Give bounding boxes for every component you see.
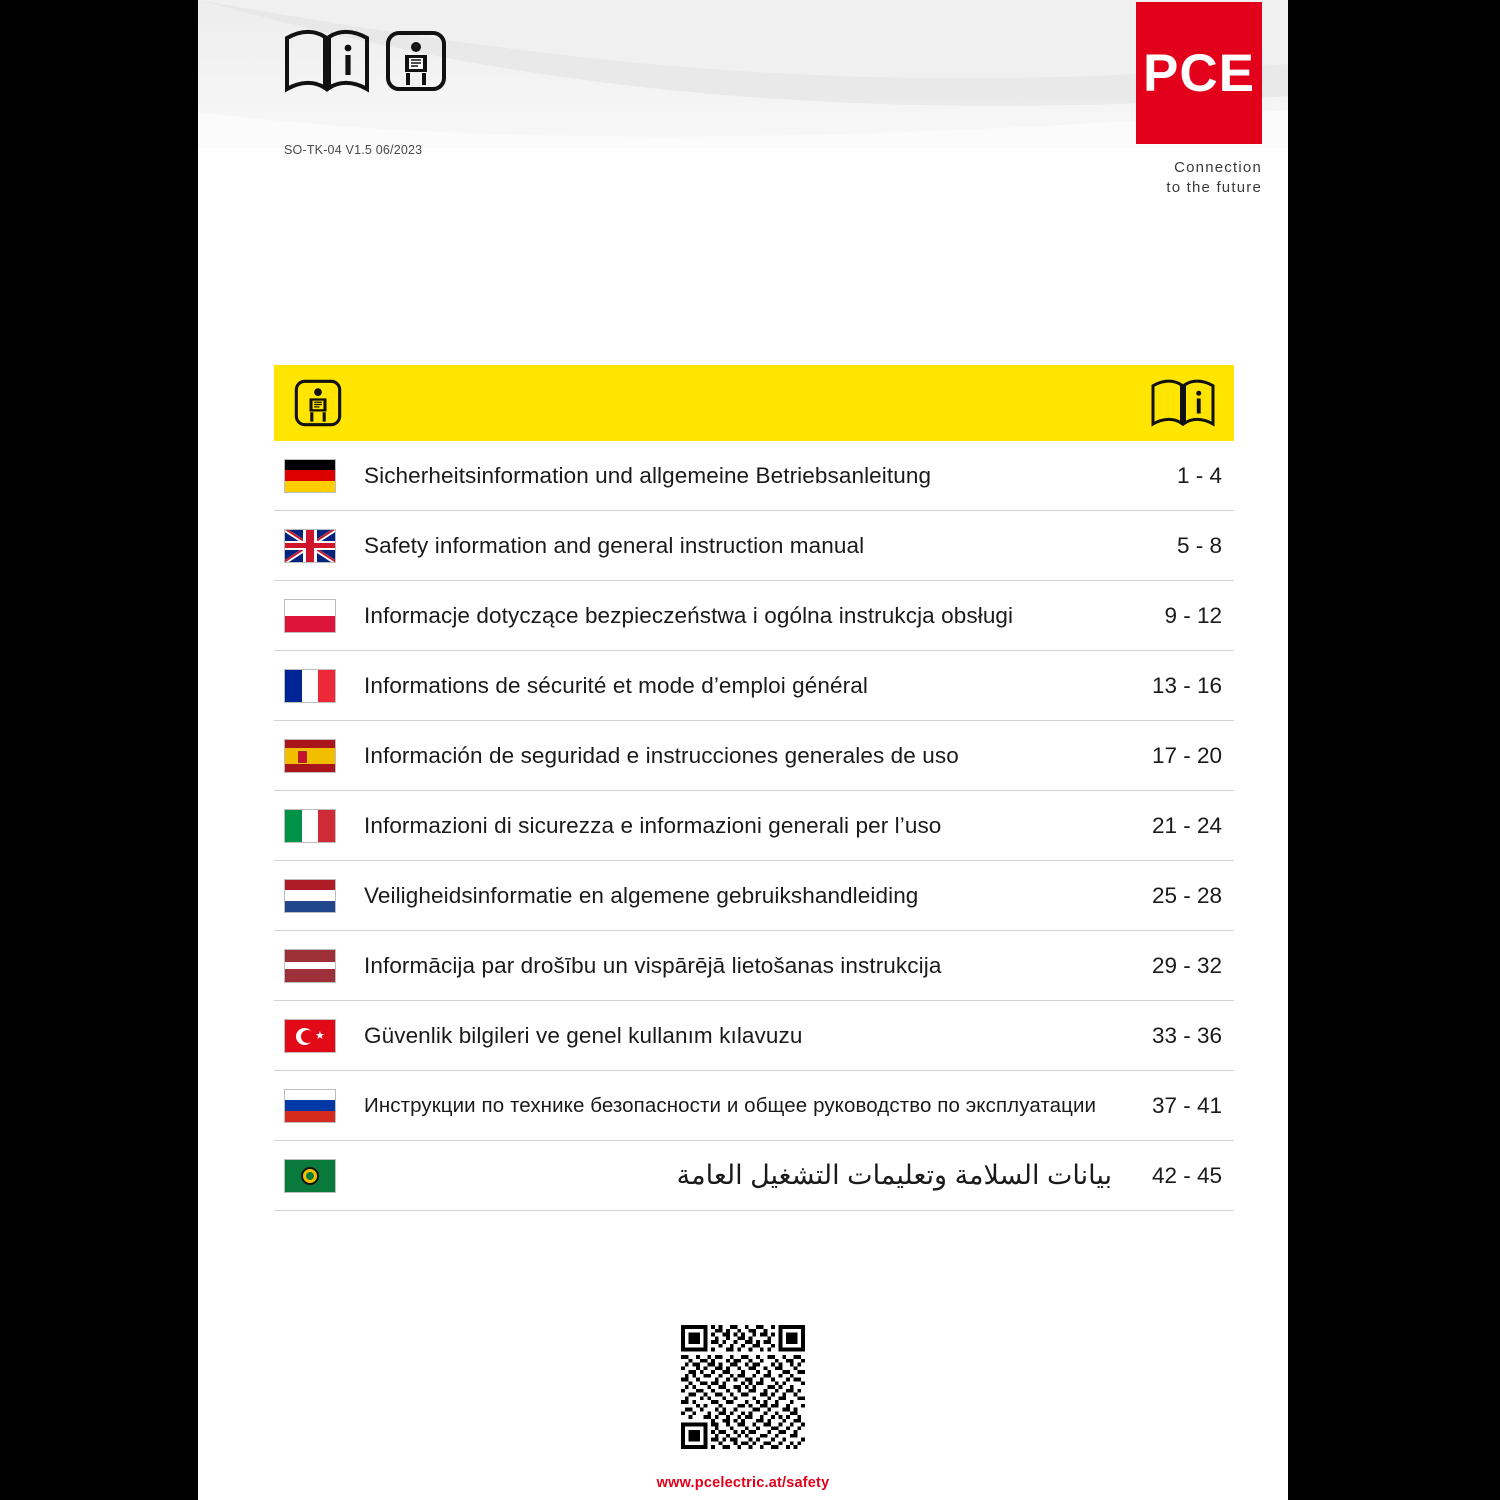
latvia-flag [278, 949, 364, 983]
table-row[interactable] [274, 931, 1234, 1001]
page-range: 13 - 16 [1151, 672, 1222, 698]
language-title: Sicherheitsinformation und allgemeine Betriebsanleitung [364, 462, 932, 488]
language-title: Información de seguridad e instrucciones generales de uso [364, 742, 959, 768]
document-page [198, 0, 1288, 1500]
footer [198, 1325, 1288, 1491]
page-range: 1 - 4 [1176, 462, 1222, 488]
table-row[interactable] [274, 1071, 1234, 1141]
document-code: SO-TK-04 V1.5 06/2023 [284, 143, 423, 157]
tagline-line-2-small: to the [1166, 179, 1212, 197]
turkey-flag: ★ [278, 1019, 364, 1053]
spain-flag [278, 739, 364, 773]
read-manual-person-icon [385, 28, 447, 94]
page-range: 17 - 20 [1151, 742, 1222, 768]
page-range: 33 - 36 [1151, 1022, 1222, 1048]
page-range: 42 - 45 [1151, 1162, 1222, 1188]
safety-url-link[interactable]: www.pcelectric.at/safety [656, 1475, 830, 1491]
table-row[interactable] [274, 721, 1234, 791]
pce-tagline [1166, 158, 1262, 199]
table-row[interactable] [274, 441, 1234, 511]
table-row[interactable] [274, 511, 1234, 581]
tagline-line-2-big: future [1216, 179, 1262, 197]
language-title: Safety information and general instruction manual [364, 532, 865, 558]
qr-code-icon[interactable] [681, 1325, 805, 1449]
language-title: Güvenlik bilgileri ve genel kullanım kılavuzu [364, 1022, 803, 1048]
pce-logo-text: PCE [1143, 43, 1255, 103]
language-title: Informācija par drošību un vispārējā lietošanas instrukcija [364, 952, 942, 978]
pce-logo [1136, 2, 1262, 144]
page-header [198, 0, 1288, 157]
table-row[interactable] [274, 861, 1234, 931]
header-pictograms [283, 28, 447, 94]
table-row[interactable] [274, 581, 1234, 651]
page-range: 5 - 8 [1176, 532, 1222, 558]
table-row[interactable] [274, 1001, 1234, 1071]
instruction-manual-icon [1150, 378, 1216, 428]
language-title: Informazioni di sicurezza e informazioni generali per l’uso [364, 812, 942, 838]
united-kingdom-flag [278, 529, 364, 563]
language-table [274, 441, 1234, 1211]
poland-flag [278, 599, 364, 633]
netherlands-flag [278, 879, 364, 913]
russia-flag [278, 1089, 364, 1123]
language-title: Informations de sécurité et mode d’emploi général [364, 672, 868, 698]
france-flag [278, 669, 364, 703]
page-range: 29 - 32 [1151, 952, 1222, 978]
safety-banner [274, 365, 1234, 441]
tagline-line-1: Connection [1174, 159, 1262, 176]
language-title: Informacje dotyczące bezpieczeństwa i ogólna instrukcja obsługi [364, 602, 1014, 628]
read-manual-person-icon [294, 377, 342, 429]
table-row[interactable] [274, 1141, 1234, 1211]
instruction-manual-icon [283, 28, 371, 94]
language-title: بيانات السلامة وتعليمات التشغيل العامة [676, 1160, 1112, 1190]
table-row[interactable] [274, 791, 1234, 861]
italy-flag [278, 809, 364, 843]
arabic-flag [278, 1159, 364, 1193]
page-range: 25 - 28 [1151, 882, 1222, 908]
page-range: 37 - 41 [1151, 1092, 1222, 1118]
table-row[interactable] [274, 651, 1234, 721]
germany-flag [278, 459, 364, 493]
page-range: 9 - 12 [1164, 602, 1222, 628]
language-title: Veiligheidsinformatie en algemene gebruikshandleiding [364, 882, 919, 908]
language-title: Инструкции по технике безопасности и общее руководство по эксплуатации [364, 1093, 1097, 1117]
page-range: 21 - 24 [1151, 812, 1222, 838]
